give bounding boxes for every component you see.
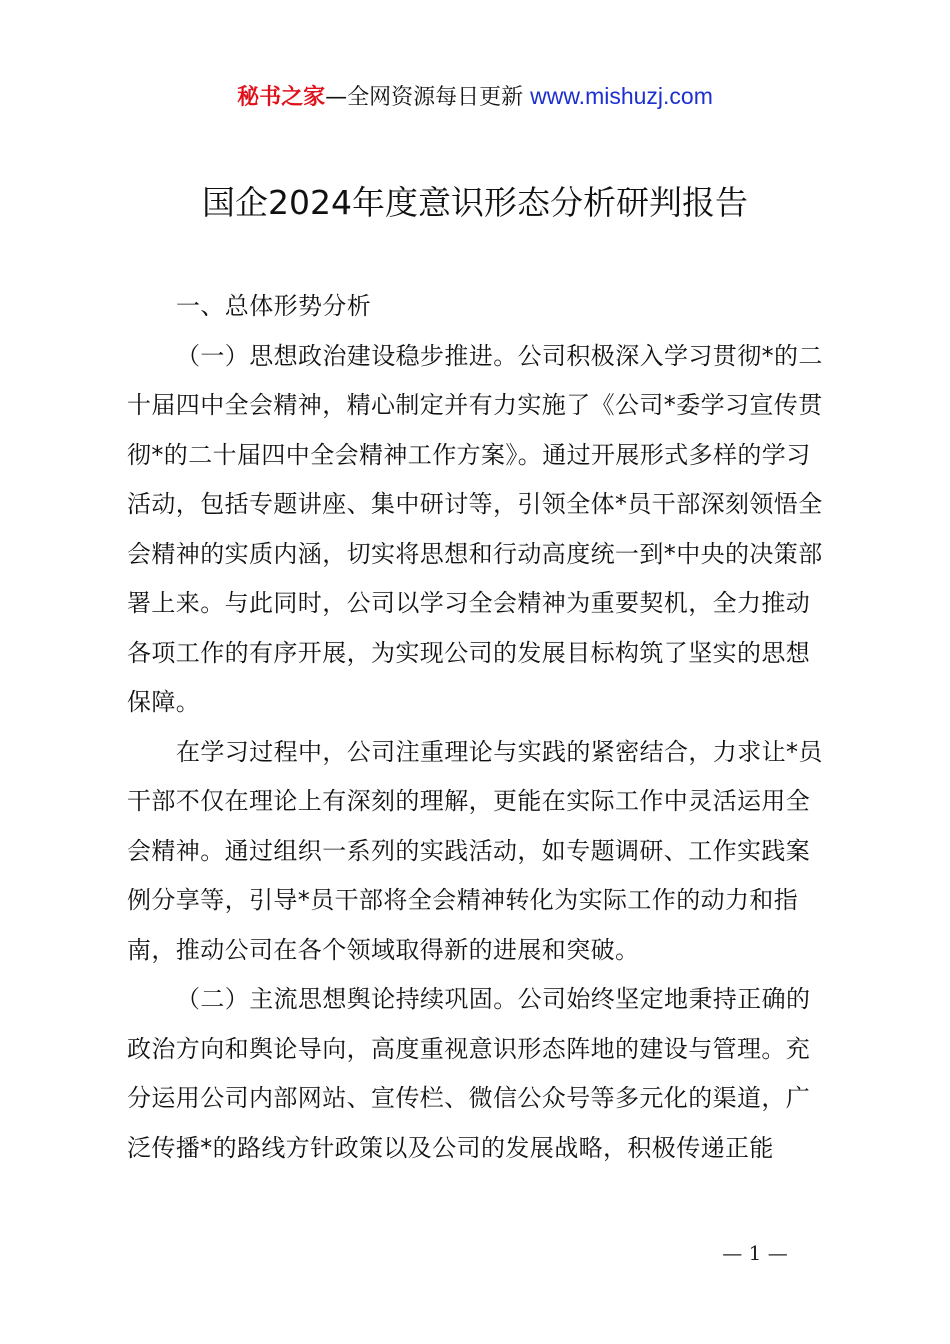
page-number: — 1 — <box>722 1241 788 1265</box>
brand-name: 秘书之家 <box>237 85 326 110</box>
paragraph: （一）思想政治建设稳步推进。公司积极深入学习贯彻*的二十届四中全会精神，精心制定并有力实施了《公司*委学习宣传贯彻*的二十届四中全会精神工作方案》。通过开展形式多样的学习活动，包括专题讲座、集中研讨等，引领全体*员干部深刻领悟全会精神的实质内涵，切实将思想和行动高度统一到*中央的决策部署上来。与此同时，公司以学习全会精神为重要契机，全力推动各项工作的有序开展，为实现公司的发展目标构筑了坚实的思想保障。 <box>127 341 823 716</box>
paragraph: （二）主流思想舆论持续巩固。公司始终坚定地秉持正确的政治方向和舆论导向，高度重视意识形态阵地的建设与管理。充分运用公司内部网站、宣传栏、微信公众号等多元化的渠道，广泛传播*的路线方针政策以及公司的发展战略，积极传递正能 <box>127 985 811 1162</box>
document-body <box>127 282 833 1173</box>
paragraph: 在学习过程中，公司注重理论与实践的紧密结合，力求让*员干部不仅在理论上有深刻的理解，更能在实际工作中灵活运用全会精神。通过组织一系列的实践活动，如专题调研、工作实践案例分享等，引导*员干部将全会精神转化为实际工作的动力和指南，推动公司在各个领域取得新的进展和突破。 <box>127 737 823 964</box>
document-title: 国企2024年度意识形态分析研判报告 <box>202 183 748 222</box>
site-url-link[interactable]: www.mishuzj.com <box>530 83 713 109</box>
header-slogan: —全网资源每日更新 <box>325 85 524 110</box>
site-header <box>0 80 950 114</box>
section-heading: 一、总体形势分析 <box>176 292 372 320</box>
